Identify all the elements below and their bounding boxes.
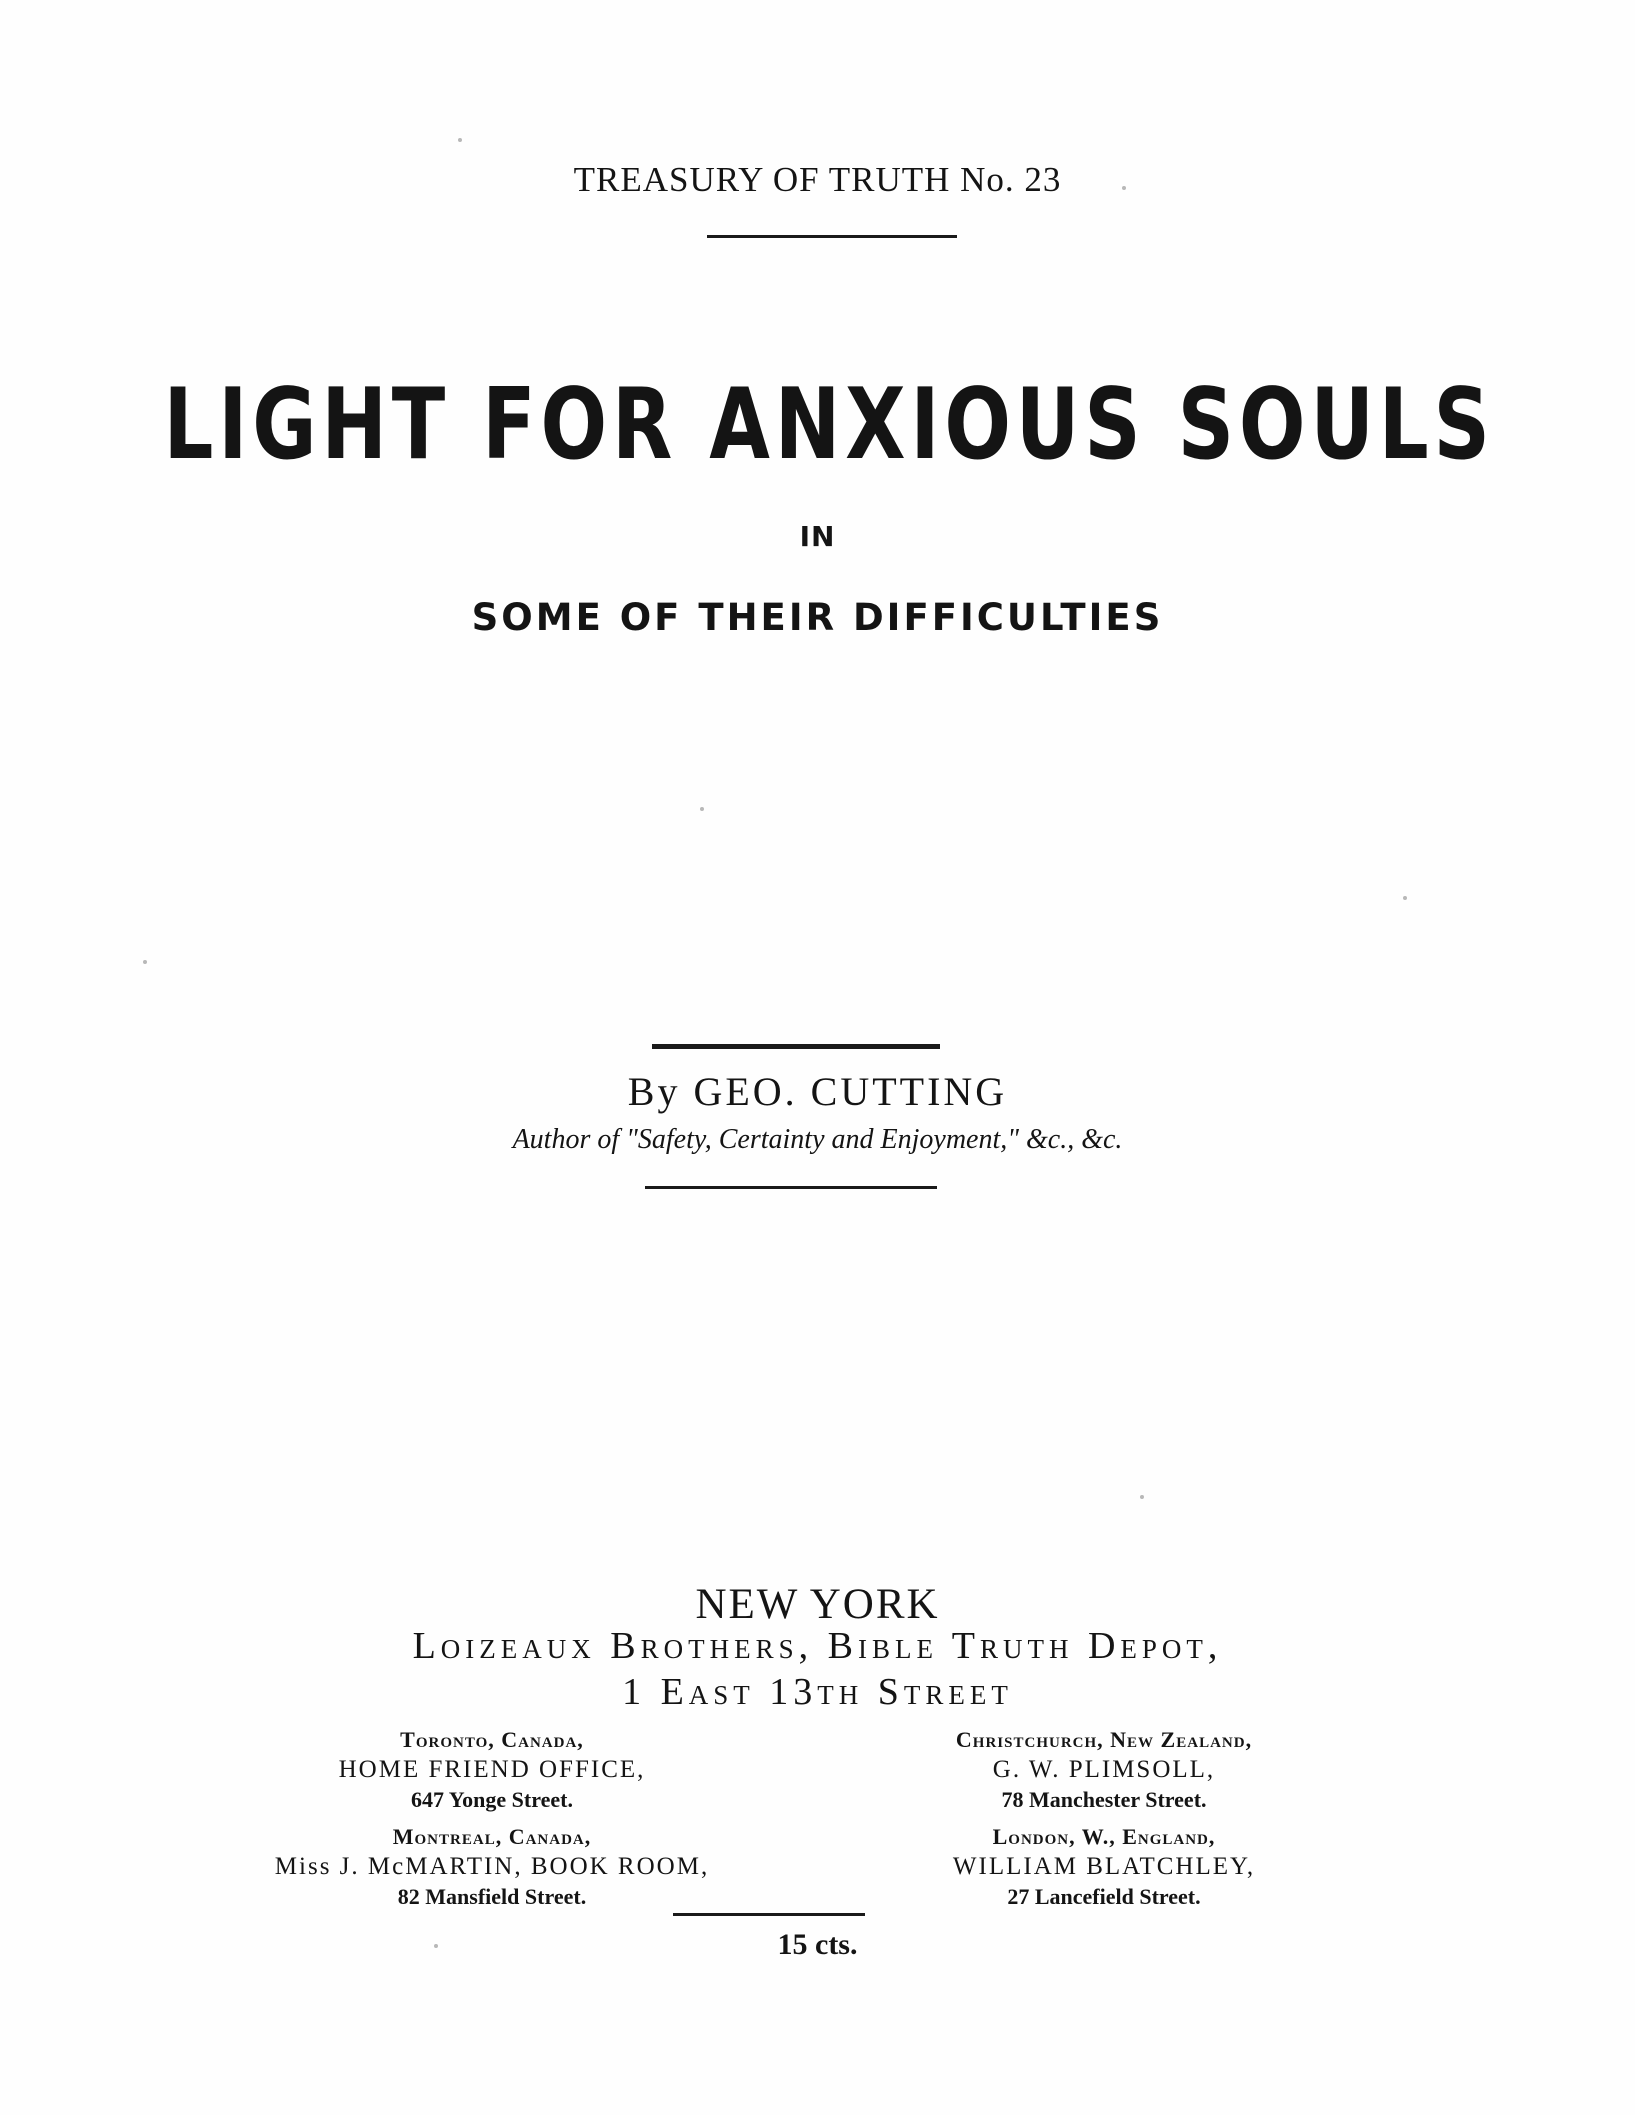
paper-speck [143,960,147,964]
agent-place: Toronto, Canada, [400,1727,584,1752]
divider-rule [645,1186,937,1189]
agent-christchurch [854,1725,1354,1815]
agent-place: Christchurch, New Zealand, [955,1727,1253,1752]
imprint-city: NEW YORK [695,1581,940,1628]
series-heading: TREASURY OF TRUTH No. 23 [573,160,1062,199]
divider-rule [707,235,957,238]
title-connector: IN [799,520,836,553]
agent-montreal [242,1822,742,1912]
author-byline: By GEO. CUTTING [627,1069,1008,1114]
paper-speck [1403,896,1407,900]
agent-place: London, W., England, [992,1824,1216,1849]
book-subtitle: SOME OF THEIR DIFFICULTIES [471,596,1164,639]
paper-speck [1122,186,1126,190]
agent-street: 78 Manchester Street. [1001,1787,1207,1812]
price-label: 15 cts. [777,1928,858,1961]
agent-place: Montreal, Canada, [392,1824,592,1849]
book-title: LIGHT FOR ANXIOUS SOULS [163,368,1495,482]
imprint-address: 1 East 13th Street [622,1671,1013,1713]
agent-name: WILLIAM BLATCHLEY, [952,1853,1256,1880]
agent-street: 27 Lancefield Street. [1007,1884,1201,1909]
agent-name: HOME FRIEND OFFICE, [338,1756,646,1783]
agent-name: Miss J. McMARTIN, BOOK ROOM, [274,1853,710,1880]
paper-speck [434,1944,438,1948]
agent-street: 647 Yonge Street. [411,1787,573,1812]
agent-toronto [242,1725,742,1815]
agent-street: 82 Mansfield Street. [397,1884,587,1909]
imprint-publisher: Loizeaux Brothers, Bible Truth Depot, [412,1625,1223,1667]
paper-speck [1140,1495,1144,1499]
divider-rule [673,1913,865,1916]
paper-speck [700,807,704,811]
author-note: Author of "Safety, Certainty and Enjoyment," &c., &c. [512,1124,1123,1155]
agent-name: G. W. PLIMSOLL, [992,1756,1216,1783]
agent-london [854,1822,1354,1912]
divider-rule [652,1044,940,1049]
paper-speck [458,138,462,142]
